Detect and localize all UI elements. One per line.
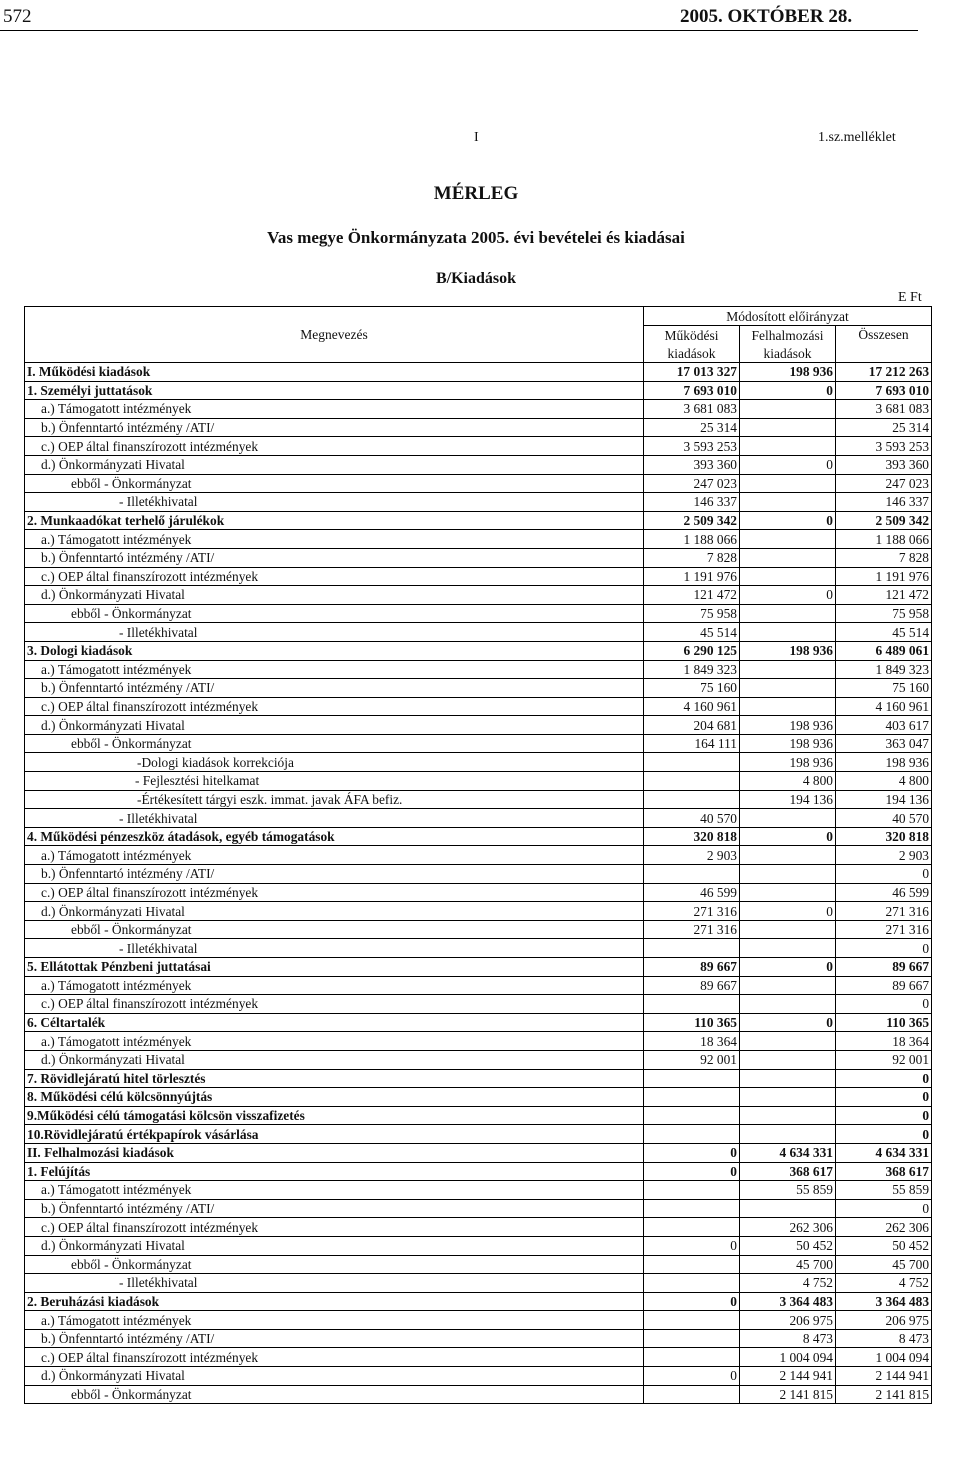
- table-row: [25, 846, 932, 865]
- row-label: 4. Működési pénzeszköz átadások, egyéb támogatások: [25, 827, 644, 846]
- row-label: - Illetékhivatal: [25, 809, 644, 828]
- row-label: d.) Önkormányzati Hivatal: [25, 902, 644, 921]
- row-label: 3. Dologi kiadások: [25, 641, 644, 660]
- operating-value: 17 013 327: [644, 363, 740, 382]
- row-label: ebből - Önkormányzat: [25, 734, 644, 753]
- total-value: 110 365: [836, 1013, 932, 1032]
- table-row: [25, 586, 932, 605]
- page-header: [0, 4, 918, 31]
- development-value: 206 975: [740, 1311, 836, 1330]
- operating-value: [644, 995, 740, 1014]
- development-value: [740, 623, 836, 642]
- row-label: b.) Önfenntartó intézmény /ATI/: [25, 865, 644, 884]
- development-value: 4 800: [740, 772, 836, 791]
- row-label: -Értékesített tárgyi eszk. immat. javak ÁFA befiz.: [25, 790, 644, 809]
- operating-value: [644, 772, 740, 791]
- development-value: [740, 660, 836, 679]
- table-row: [25, 958, 932, 977]
- development-value: 2 141 815: [740, 1385, 836, 1404]
- development-value: 8 473: [740, 1329, 836, 1348]
- header-group: Módosított előirányzat: [644, 307, 932, 326]
- operating-value: 0: [644, 1162, 740, 1181]
- operating-value: 0: [644, 1236, 740, 1255]
- development-value: [740, 493, 836, 512]
- table-row: [25, 567, 932, 586]
- development-value: [740, 865, 836, 884]
- row-label: ebből - Önkormányzat: [25, 604, 644, 623]
- total-value: 1 188 066: [836, 530, 932, 549]
- development-value: [740, 995, 836, 1014]
- table-row: [25, 1088, 932, 1107]
- total-value: 363 047: [836, 734, 932, 753]
- row-label: d.) Önkormányzati Hivatal: [25, 586, 644, 605]
- row-label: 2. Munkaadókat terhelő járulékok: [25, 511, 644, 530]
- row-label: - Illetékhivatal: [25, 623, 644, 642]
- table-row: [25, 1311, 932, 1330]
- development-value: 0: [740, 902, 836, 921]
- table-row: [25, 809, 932, 828]
- development-value: 55 859: [740, 1181, 836, 1200]
- total-value: 1 004 094: [836, 1348, 932, 1367]
- operating-value: 6 290 125: [644, 641, 740, 660]
- development-value: [740, 1106, 836, 1125]
- development-value: 368 617: [740, 1162, 836, 1181]
- operating-value: 4 160 961: [644, 697, 740, 716]
- table-row: [25, 604, 932, 623]
- development-value: 198 936: [740, 734, 836, 753]
- total-value: 7 693 010: [836, 381, 932, 400]
- operating-value: 45 514: [644, 623, 740, 642]
- development-value: 198 936: [740, 753, 836, 772]
- development-value: 198 936: [740, 716, 836, 735]
- operating-value: 271 316: [644, 920, 740, 939]
- row-label: ebből - Önkormányzat: [25, 920, 644, 939]
- development-value: [740, 604, 836, 623]
- table-row: [25, 920, 932, 939]
- operating-value: [644, 1088, 740, 1107]
- total-value: 46 599: [836, 883, 932, 902]
- operating-value: 3 593 253: [644, 437, 740, 456]
- total-value: 320 818: [836, 827, 932, 846]
- row-label: -Dologi kiadások korrekciója: [25, 753, 644, 772]
- table-row: [25, 1199, 932, 1218]
- table-row: [25, 474, 932, 493]
- total-value: 45 514: [836, 623, 932, 642]
- operating-value: [644, 1329, 740, 1348]
- table-row: [25, 660, 932, 679]
- total-value: 92 001: [836, 1050, 932, 1069]
- table-row: [25, 400, 932, 419]
- operating-value: [644, 1218, 740, 1237]
- row-label: c.) OEP által finanszírozott intézmények: [25, 697, 644, 716]
- row-label: a.) Támogatott intézmények: [25, 1181, 644, 1200]
- operating-value: 40 570: [644, 809, 740, 828]
- operating-value: [644, 1311, 740, 1330]
- row-label: b.) Önfenntartó intézmény /ATI/: [25, 548, 644, 567]
- development-value: 1 004 094: [740, 1348, 836, 1367]
- total-value: 0: [836, 1199, 932, 1218]
- operating-value: 2 903: [644, 846, 740, 865]
- row-label: c.) OEP által finanszírozott intézmények: [25, 883, 644, 902]
- operating-value: 110 365: [644, 1013, 740, 1032]
- table-row: [25, 679, 932, 698]
- total-value: 0: [836, 995, 932, 1014]
- total-value: 2 903: [836, 846, 932, 865]
- table-row: [25, 363, 932, 382]
- total-value: 4 160 961: [836, 697, 932, 716]
- page-mark: I: [474, 130, 479, 145]
- total-value: 7 828: [836, 548, 932, 567]
- operating-value: 89 667: [644, 976, 740, 995]
- table-row: [25, 493, 932, 512]
- row-label: - Illetékhivatal: [25, 1274, 644, 1293]
- operating-value: 0: [644, 1143, 740, 1162]
- header-development-sub: kiadások: [740, 344, 836, 363]
- development-value: 198 936: [740, 641, 836, 660]
- header-operating-sub: kiadások: [644, 344, 740, 363]
- row-label: a.) Támogatott intézmények: [25, 976, 644, 995]
- total-value: 0: [836, 1088, 932, 1107]
- table-row: [25, 530, 932, 549]
- table-row: [25, 902, 932, 921]
- header-development: Felhalmozási: [740, 326, 836, 345]
- table-row: [25, 753, 932, 772]
- table-row: [25, 772, 932, 791]
- total-value: 6 489 061: [836, 641, 932, 660]
- development-value: 0: [740, 958, 836, 977]
- header-total: Összesen: [836, 326, 932, 363]
- table-row: [25, 1218, 932, 1237]
- table-row: [25, 1236, 932, 1255]
- development-value: 4 634 331: [740, 1143, 836, 1162]
- operating-value: 89 667: [644, 958, 740, 977]
- total-value: 146 337: [836, 493, 932, 512]
- total-value: 75 958: [836, 604, 932, 623]
- development-value: [740, 1069, 836, 1088]
- operating-value: 393 360: [644, 455, 740, 474]
- operating-value: 92 001: [644, 1050, 740, 1069]
- row-label: 5. Ellátottak Pénzbeni juttatásai: [25, 958, 644, 977]
- total-value: 17 212 263: [836, 363, 932, 382]
- total-value: 393 360: [836, 455, 932, 474]
- row-label: 2. Beruházási kiadások: [25, 1292, 644, 1311]
- operating-value: 204 681: [644, 716, 740, 735]
- operating-value: 121 472: [644, 586, 740, 605]
- operating-value: 1 191 976: [644, 567, 740, 586]
- budget-table: [24, 306, 932, 1404]
- development-value: [740, 1125, 836, 1144]
- operating-value: 18 364: [644, 1032, 740, 1051]
- unit-label: E Ft: [898, 290, 922, 305]
- issue-date: 2005. OKTÓBER 28.: [680, 6, 853, 27]
- row-label: a.) Támogatott intézmények: [25, 400, 644, 419]
- table-row: [25, 1274, 932, 1293]
- total-value: 206 975: [836, 1311, 932, 1330]
- table-row: [25, 883, 932, 902]
- row-label: 8. Működési célú kölcsönnyújtás: [25, 1088, 644, 1107]
- development-value: 0: [740, 455, 836, 474]
- row-label: c.) OEP által finanszírozott intézmények: [25, 1348, 644, 1367]
- total-value: 2 144 941: [836, 1367, 932, 1386]
- row-label: b.) Önfenntartó intézmény /ATI/: [25, 679, 644, 698]
- total-value: 247 023: [836, 474, 932, 493]
- operating-value: [644, 790, 740, 809]
- operating-value: 0: [644, 1292, 740, 1311]
- development-value: 0: [740, 1013, 836, 1032]
- table-row: [25, 641, 932, 660]
- table-row: [25, 865, 932, 884]
- total-value: 45 700: [836, 1255, 932, 1274]
- operating-value: 75 958: [644, 604, 740, 623]
- operating-value: 164 111: [644, 734, 740, 753]
- development-value: 4 752: [740, 1274, 836, 1293]
- row-label: 1. Felújítás: [25, 1162, 644, 1181]
- operating-value: 247 023: [644, 474, 740, 493]
- operating-value: 75 160: [644, 679, 740, 698]
- operating-value: 7 828: [644, 548, 740, 567]
- table-row: [25, 1106, 932, 1125]
- total-value: 3 681 083: [836, 400, 932, 419]
- total-value: 8 473: [836, 1329, 932, 1348]
- header-row-1: [25, 307, 932, 326]
- row-label: - Illetékhivatal: [25, 493, 644, 512]
- development-value: [740, 846, 836, 865]
- total-value: 1 191 976: [836, 567, 932, 586]
- development-value: [740, 567, 836, 586]
- development-value: [740, 437, 836, 456]
- development-value: 198 936: [740, 363, 836, 382]
- row-label: d.) Önkormányzati Hivatal: [25, 716, 644, 735]
- table-row: [25, 1162, 932, 1181]
- total-value: 4 634 331: [836, 1143, 932, 1162]
- table-row: [25, 1013, 932, 1032]
- total-value: 0: [836, 939, 932, 958]
- table-row: [25, 697, 932, 716]
- development-value: [740, 883, 836, 902]
- total-value: 403 617: [836, 716, 932, 735]
- total-value: 40 570: [836, 809, 932, 828]
- section-title: B/Kiadások: [435, 270, 517, 287]
- operating-value: 2 509 342: [644, 511, 740, 530]
- development-value: [740, 1199, 836, 1218]
- document-subtitle: Vas megye Önkormányzata 2005. évi bevételei és kiadásai: [267, 228, 685, 247]
- document-title: MÉRLEG: [433, 183, 519, 204]
- table-row: [25, 790, 932, 809]
- development-value: [740, 920, 836, 939]
- total-value: 198 936: [836, 753, 932, 772]
- row-label: 1. Személyi juttatások: [25, 381, 644, 400]
- total-value: 55 859: [836, 1181, 932, 1200]
- total-value: 50 452: [836, 1236, 932, 1255]
- row-label: c.) OEP által finanszírozott intézmények: [25, 995, 644, 1014]
- table-row: [25, 1329, 932, 1348]
- table-row: [25, 1292, 932, 1311]
- development-value: 50 452: [740, 1236, 836, 1255]
- row-label: - Illetékhivatal: [25, 939, 644, 958]
- operating-value: 146 337: [644, 493, 740, 512]
- page-number: 572: [3, 6, 32, 27]
- total-value: 0: [836, 1125, 932, 1144]
- row-label: II. Felhalmozási kiadások: [25, 1143, 644, 1162]
- total-value: 2 509 342: [836, 511, 932, 530]
- table-row: [25, 1181, 932, 1200]
- development-value: [740, 418, 836, 437]
- operating-value: 7 693 010: [644, 381, 740, 400]
- row-label: b.) Önfenntartó intézmény /ATI/: [25, 1199, 644, 1218]
- row-label: a.) Támogatott intézmények: [25, 846, 644, 865]
- table-row: [25, 716, 932, 735]
- table-row: [25, 623, 932, 642]
- total-value: 262 306: [836, 1218, 932, 1237]
- table-row: [25, 1069, 932, 1088]
- development-value: [740, 1088, 836, 1107]
- row-label: ebből - Önkormányzat: [25, 1385, 644, 1404]
- row-label: d.) Önkormányzati Hivatal: [25, 1236, 644, 1255]
- total-value: 1 849 323: [836, 660, 932, 679]
- row-label: a.) Támogatott intézmények: [25, 530, 644, 549]
- development-value: [740, 548, 836, 567]
- operating-value: [644, 1348, 740, 1367]
- row-label: - Fejlesztési hitelkamat: [25, 772, 644, 791]
- operating-value: [644, 1125, 740, 1144]
- row-label: d.) Önkormányzati Hivatal: [25, 1367, 644, 1386]
- row-label: 7. Rövidlejáratú hitel törlesztés: [25, 1069, 644, 1088]
- row-label: a.) Támogatott intézmények: [25, 1311, 644, 1330]
- total-value: 89 667: [836, 958, 932, 977]
- operating-value: [644, 1274, 740, 1293]
- operating-value: 3 681 083: [644, 400, 740, 419]
- development-value: [740, 400, 836, 419]
- row-label: a.) Támogatott intézmények: [25, 660, 644, 679]
- header-operating: Működési: [644, 326, 740, 345]
- table-row: [25, 1125, 932, 1144]
- development-value: [740, 1050, 836, 1069]
- row-label: I. Működési kiadások: [25, 363, 644, 382]
- row-label: c.) OEP által finanszírozott intézmények: [25, 1218, 644, 1237]
- total-value: 0: [836, 1069, 932, 1088]
- row-label: d.) Önkormányzati Hivatal: [25, 1050, 644, 1069]
- row-label: b.) Önfenntartó intézmény /ATI/: [25, 1329, 644, 1348]
- development-value: [740, 1032, 836, 1051]
- table-row: [25, 1143, 932, 1162]
- operating-value: 1 849 323: [644, 660, 740, 679]
- row-label: ebből - Önkormányzat: [25, 1255, 644, 1274]
- header-name: Megnevezés: [25, 307, 644, 363]
- row-label: c.) OEP által finanszírozott intézmények: [25, 437, 644, 456]
- operating-value: 271 316: [644, 902, 740, 921]
- budget-table-body: [25, 307, 932, 1404]
- operating-value: [644, 753, 740, 772]
- development-value: [740, 679, 836, 698]
- table-row: [25, 1385, 932, 1404]
- development-value: [740, 474, 836, 493]
- operating-value: 46 599: [644, 883, 740, 902]
- total-value: 271 316: [836, 902, 932, 921]
- operating-value: 1 188 066: [644, 530, 740, 549]
- table-row: [25, 548, 932, 567]
- operating-value: 25 314: [644, 418, 740, 437]
- total-value: 271 316: [836, 920, 932, 939]
- development-value: [740, 976, 836, 995]
- table-row: [25, 1032, 932, 1051]
- development-value: 262 306: [740, 1218, 836, 1237]
- table-row: [25, 1348, 932, 1367]
- development-value: 0: [740, 381, 836, 400]
- development-value: 2 144 941: [740, 1367, 836, 1386]
- development-value: 0: [740, 827, 836, 846]
- operating-value: [644, 1255, 740, 1274]
- total-value: 2 141 815: [836, 1385, 932, 1404]
- total-value: 194 136: [836, 790, 932, 809]
- total-value: 18 364: [836, 1032, 932, 1051]
- development-value: 0: [740, 511, 836, 530]
- table-row: [25, 381, 932, 400]
- row-label: 6. Céltartalék: [25, 1013, 644, 1032]
- development-value: [740, 939, 836, 958]
- development-value: 3 364 483: [740, 1292, 836, 1311]
- development-value: [740, 809, 836, 828]
- table-row: [25, 939, 932, 958]
- development-value: 45 700: [740, 1255, 836, 1274]
- total-value: 25 314: [836, 418, 932, 437]
- operating-value: [644, 1181, 740, 1200]
- total-value: 3 593 253: [836, 437, 932, 456]
- table-row: [25, 734, 932, 753]
- row-label: c.) OEP által finanszírozott intézmények: [25, 567, 644, 586]
- operating-value: [644, 939, 740, 958]
- table-row: [25, 455, 932, 474]
- development-value: [740, 697, 836, 716]
- table-row: [25, 976, 932, 995]
- table-row: [25, 1050, 932, 1069]
- development-value: [740, 530, 836, 549]
- operating-value: [644, 865, 740, 884]
- table-row: [25, 827, 932, 846]
- operating-value: 0: [644, 1367, 740, 1386]
- operating-value: [644, 1069, 740, 1088]
- operating-value: 320 818: [644, 827, 740, 846]
- row-label: d.) Önkormányzati Hivatal: [25, 455, 644, 474]
- row-label: a.) Támogatott intézmények: [25, 1032, 644, 1051]
- table-row: [25, 1255, 932, 1274]
- total-value: 0: [836, 865, 932, 884]
- total-value: 75 160: [836, 679, 932, 698]
- annex-label: 1.sz.melléklet: [818, 130, 896, 145]
- operating-value: [644, 1199, 740, 1218]
- table-row: [25, 995, 932, 1014]
- total-value: 0: [836, 1106, 932, 1125]
- total-value: 89 667: [836, 976, 932, 995]
- total-value: 121 472: [836, 586, 932, 605]
- operating-value: [644, 1385, 740, 1404]
- row-label: b.) Önfenntartó intézmény /ATI/: [25, 418, 644, 437]
- table-row: [25, 511, 932, 530]
- row-label: ebből - Önkormányzat: [25, 474, 644, 493]
- total-value: 4 800: [836, 772, 932, 791]
- row-label: 10.Rövidlejáratú értékpapírok vásárlása: [25, 1125, 644, 1144]
- row-label: 9.Működési célú támogatási kölcsön visszafizetés: [25, 1106, 644, 1125]
- development-value: 194 136: [740, 790, 836, 809]
- table-row: [25, 437, 932, 456]
- table-row: [25, 418, 932, 437]
- operating-value: [644, 1106, 740, 1125]
- total-value: 368 617: [836, 1162, 932, 1181]
- total-value: 3 364 483: [836, 1292, 932, 1311]
- total-value: 4 752: [836, 1274, 932, 1293]
- development-value: 0: [740, 586, 836, 605]
- table-row: [25, 1367, 932, 1386]
